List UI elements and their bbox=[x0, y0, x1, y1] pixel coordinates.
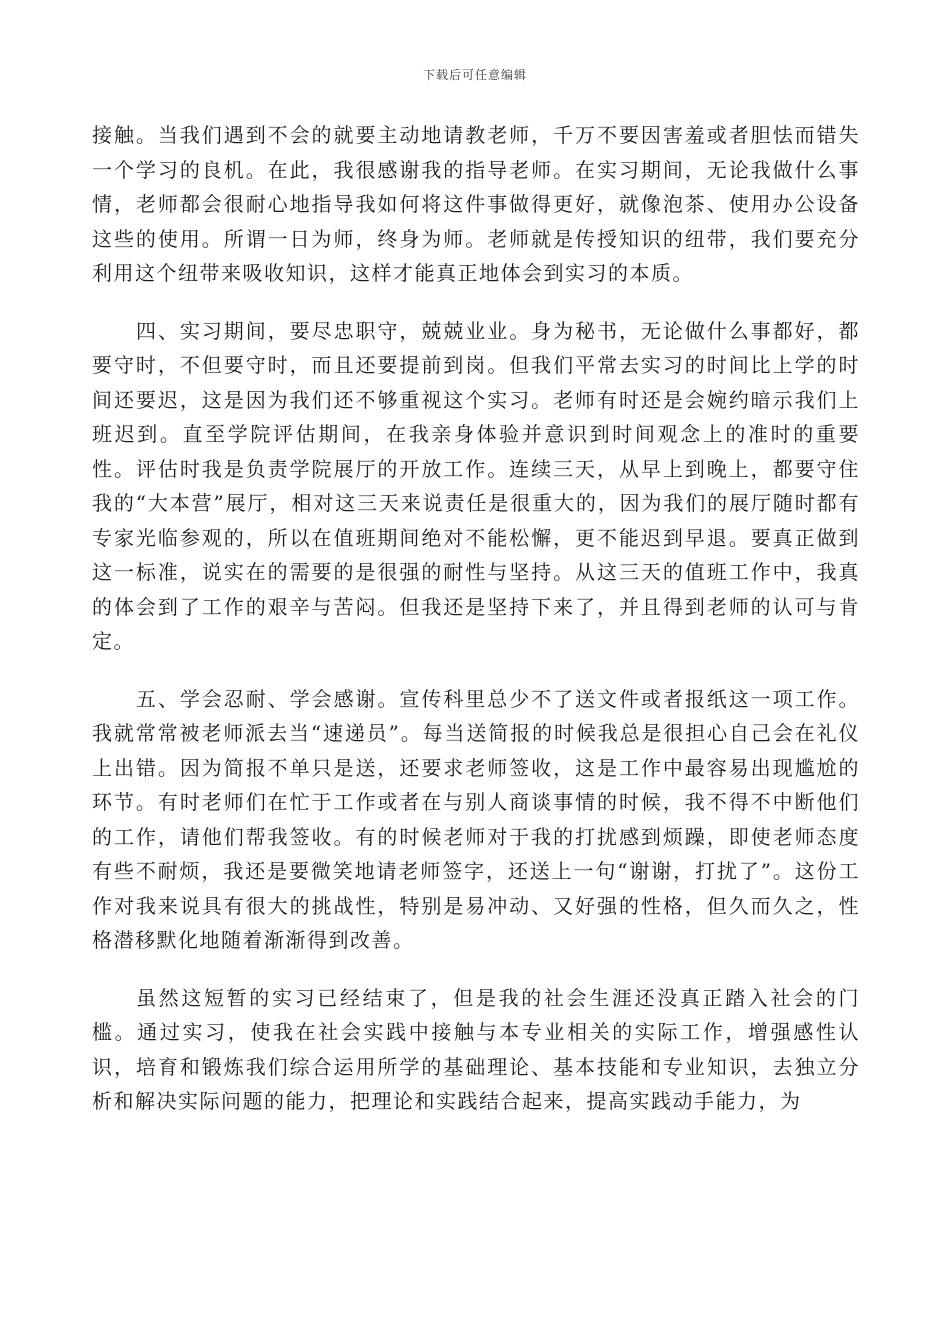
paragraph-3: 五、学会忍耐、学会感谢。宣传科里总少不了送文件或者报纸这一项工作。我就常常被老师派去当“速递员”。每当送简报的时候我总是很担心自己会在礼仪上出错。因为简报不单只是送，还要求老师签收，这是工作中最容易出现尴尬的环节。有时老师们在忙于工作或者在与别人商谈事情的时候，我不得不中断他们的工作，请他们帮我签收。有的时候老师对于我的打扰感到烦躁，即使老师态度有些不耐烦，我还是要微笑地请老师签字，还送上一句“谢谢，打扰了”。这份工作对我来说具有很大的挑战性，特别是易冲动、又好强的性格，但久而久之，性格潜移默化地随着渐渐得到改善。 bbox=[92, 686, 860, 952]
document-body bbox=[92, 118, 860, 1119]
paragraph-gap bbox=[92, 659, 860, 682]
paragraph-gap bbox=[92, 291, 860, 314]
paragraph-2: 四、实习期间，要尽忠职守，兢兢业业。身为秘书，无论做什么事都好，都要守时，不但要守时，而且还要提前到岗。但我们平常去实习的时间比上学的时间还要迟，这是因为我们还不够重视这个实习。老师有时还是会婉约暗示我们上班迟到。直至学院评估期间，在我亲身体验并意识到时间观念上的准时的重要性。评估时我是负责学院展厅的开放工作。连续三天，从早上到晚上，都要守住我的“大本营”展厅，相对这三天来说责任是很重大的，因为我们的展厅随时都有专家光临参观的，所以在值班期间绝对不能松懈，更不能迟到早退。要真正做到这一标准，说实在的需要的是很强的耐性与坚持。从这三天的值班工作中，我真的体会到了工作的艰辛与苦闷。但我还是坚持下来了，并且得到老师的认可与肯定。 bbox=[92, 318, 860, 653]
paragraph-1: 接触。当我们遇到不会的就要主动地请教老师，千万不要因害羞或者胆怯而错失一个学习的良机。在此，我很感谢我的指导老师。在实习期间，无论我做什么事情，老师都会很耐心地指导我如何将这件事做得更好，就像泡茶、使用办公设备这些的使用。所谓一日为师，终身为师。老师就是传授知识的纽带，我们要充分利用这个纽带来吸收知识，这样才能真正地体会到实习的本质。 bbox=[92, 123, 860, 285]
paragraph-4: 虽然这短暂的实习已经结束了，但是我的社会生涯还没真正踏入社会的门槛。通过实习，使我在社会实践中接触与本专业相关的实际工作，增强感性认识，培育和锻炼我们综合运用所学的基础理论、基本技能和专业知识，去独立分析和解决实际问题的能力，把理论和实践结合起来，提高实践动手能力，为 bbox=[92, 985, 860, 1113]
paragraph-gap bbox=[92, 958, 860, 981]
page-header-note: 下载后可任意编辑 bbox=[422, 68, 527, 82]
